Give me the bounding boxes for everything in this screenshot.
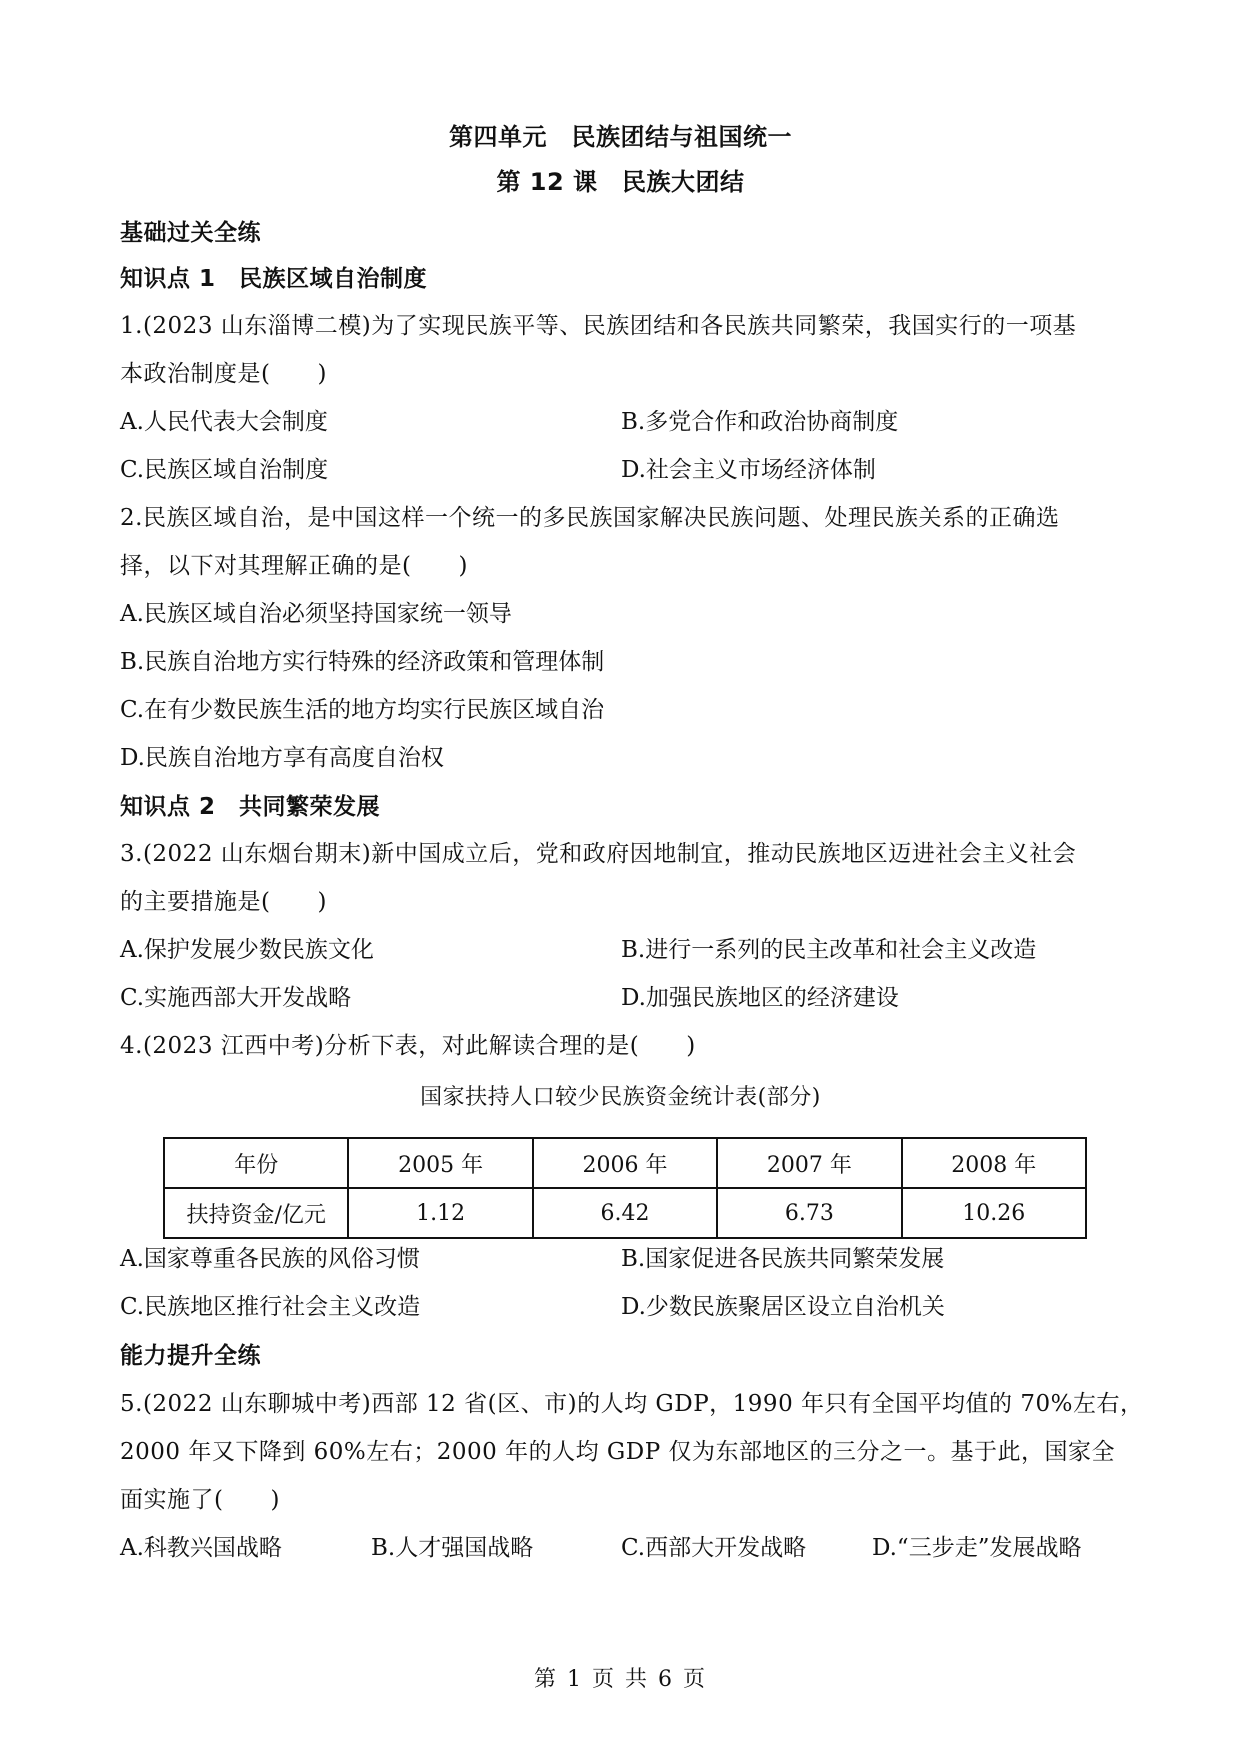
table-caption: 国家扶持人口较少民族资金统计表(部分): [420, 1085, 821, 1110]
q3-option-c: C.实施西部大开发战略: [120, 985, 352, 1011]
q4-option-b: B.国家促进各民族共同繁荣发展: [621, 1246, 945, 1272]
section-advanced-heading: 能力提升全练: [120, 1343, 261, 1369]
knowledge-point-1-heading: 知识点 1 民族区域自治制度: [120, 266, 428, 292]
page-number-footer: 第 1 页 共 6 页: [534, 1667, 707, 1692]
q5-option-d: D.“三步走”发展战略: [872, 1535, 1082, 1561]
q5-stem-line2: 2000 年又下降到 60%左右；2000 年的人均 GDP 仅为东部地区的三分之一。基于此，国家全: [120, 1439, 1116, 1465]
section-basic-heading: 基础过关全练: [120, 220, 261, 246]
q1-stem-line2: 本政治制度是( ): [120, 361, 327, 387]
q2-option-b: B.民族自治地方实行特殊的经济政策和管理体制: [120, 649, 605, 675]
q4-option-a: A.国家尊重各民族的风俗习惯: [120, 1246, 420, 1272]
lesson-title: 第 12 课 民族大团结: [496, 168, 745, 196]
q2-stem-line1: 2.民族区域自治，是中国这样一个统一的多民族国家解决民族问题、处理民族关系的正确选: [120, 505, 1060, 531]
table-cell: 1.12: [348, 1188, 532, 1238]
table-header-cell: 年份: [164, 1138, 348, 1188]
funding-table: [163, 1137, 1087, 1239]
q1-option-c: C.民族区域自治制度: [120, 457, 329, 483]
q3-option-d: D.加强民族地区的经济建设: [621, 985, 899, 1011]
q5-stem-line3: 面实施了( ): [120, 1487, 280, 1513]
q1-option-d: D.社会主义市场经济体制: [621, 457, 876, 483]
table-header-cell: 2005 年: [348, 1138, 532, 1188]
table-cell: 10.26: [902, 1188, 1086, 1238]
table-header-cell: 2007 年: [717, 1138, 901, 1188]
q1-stem-line1: 1.(2023 山东淄博二模)为了实现民族平等、民族团结和各民族共同繁荣，我国实行的一项基: [120, 313, 1077, 339]
table-cell: 扶持资金/亿元: [164, 1188, 348, 1238]
q5-option-b: B.人才强国战略: [371, 1535, 534, 1561]
q3-option-b: B.进行一系列的民主改革和社会主义改造: [621, 937, 1037, 963]
q2-option-a: A.民族区域自治必须坚持国家统一领导: [120, 601, 512, 627]
table-header-row: [164, 1138, 1086, 1188]
table-header-cell: 2008 年: [902, 1138, 1086, 1188]
q2-option-d: D.民族自治地方享有高度自治权: [120, 745, 444, 771]
table-cell: 6.73: [717, 1188, 901, 1238]
q3-stem-line1: 3.(2022 山东烟台期末)新中国成立后，党和政府因地制宜，推动民族地区迈进社会主义社会: [120, 841, 1077, 867]
q4-option-d: D.少数民族聚居区设立自治机关: [621, 1294, 945, 1320]
q5-stem-line1: 5.(2022 山东聊城中考)西部 12 省(区、市)的人均 GDP，1990 年只有全国平均值的 70%左右，: [120, 1391, 1144, 1417]
q1-option-b: B.多党合作和政治协商制度: [621, 409, 899, 435]
q4-option-c: C.民族地区推行社会主义改造: [120, 1294, 421, 1320]
unit-title: 第四单元 民族团结与祖国统一: [449, 123, 792, 151]
q1-option-a: A.人民代表大会制度: [120, 409, 328, 435]
q2-stem-line2: 择，以下对其理解正确的是( ): [120, 553, 468, 579]
q3-stem-line2: 的主要措施是( ): [120, 889, 327, 915]
q5-option-a: A.科教兴国战略: [120, 1535, 282, 1561]
table-row: [164, 1188, 1086, 1238]
q2-option-c: C.在有少数民族生活的地方均实行民族区域自治: [120, 697, 605, 723]
knowledge-point-2-heading: 知识点 2 共同繁荣发展: [120, 794, 381, 820]
q4-stem: 4.(2023 江西中考)分析下表，对此解读合理的是( ): [120, 1033, 696, 1059]
table-header-cell: 2006 年: [533, 1138, 717, 1188]
table-cell: 6.42: [533, 1188, 717, 1238]
q3-option-a: A.保护发展少数民族文化: [120, 937, 374, 963]
q5-option-c: C.西部大开发战略: [621, 1535, 807, 1561]
